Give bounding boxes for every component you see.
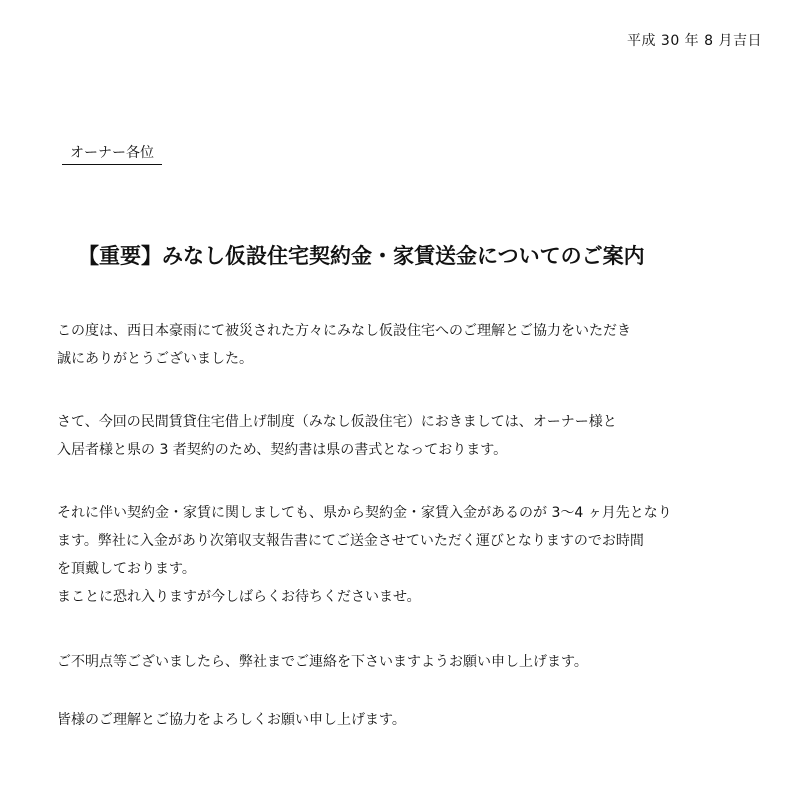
- paragraph-line: 皆様のご理解とご協力をよろしくお願い申し上げます。: [57, 712, 406, 728]
- paragraph-line: まことに恐れ入りますが今しばらくお待ちくださいませ。: [57, 589, 421, 605]
- paragraph-line: さて、今回の民間賃貸住宅借上げ制度（みなし仮設住宅）におきましては、オーナー様と: [57, 414, 617, 430]
- paragraph-greeting: [57, 317, 777, 373]
- paragraph-line: 誠にありがとうございました。: [57, 351, 253, 367]
- paragraph-closing: [57, 706, 777, 734]
- paragraph-line: それに伴い契約金・家賃に関しましても、県から契約金・家賃入金があるのが 3～4 ヶ月先となり: [57, 505, 672, 521]
- paragraph-line: を頂戴しております。: [57, 561, 196, 577]
- paragraph-payment-schedule: [57, 499, 777, 611]
- addressee: オーナー各位: [62, 142, 162, 165]
- paragraph-line: ご不明点等ございましたら、弊社までご連絡を下さいますようお願い申し上げます。: [57, 654, 588, 670]
- document-title: 【重要】みなし仮設住宅契約金・家賃送金についてのご案内: [78, 244, 645, 268]
- paragraph-line: この度は、西日本豪雨にて被災された方々にみなし仮設住宅へのご理解とご協力をいただき: [57, 323, 631, 339]
- paragraph-contract-info: [57, 408, 777, 464]
- document-date: 平成 30 年 8 月吉日: [626, 33, 762, 49]
- paragraph-contact: [57, 648, 777, 676]
- paragraph-line: ます。弊社に入金があり次第収支報告書にてご送金させていただく運びとなりますのでお時間: [57, 533, 644, 549]
- paragraph-line: 入居者様と県の 3 者契約のため、契約書は県の書式となっております。: [57, 442, 508, 458]
